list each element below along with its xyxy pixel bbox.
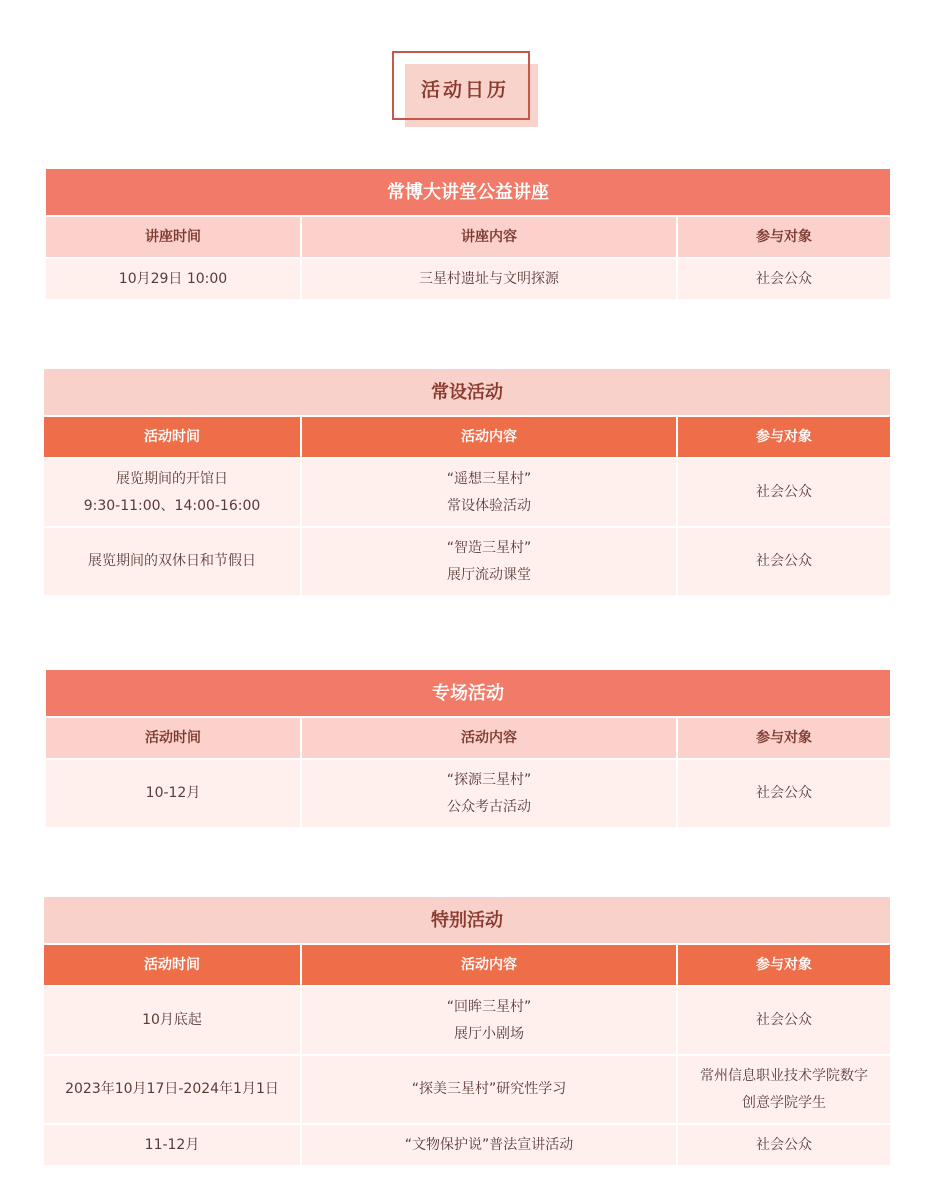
cell-content: “文物保护说”普法宣讲活动 — [301, 1124, 677, 1166]
column-header-audience: 参与对象 — [677, 216, 891, 258]
cell-content: “遥想三星村” 常设体验活动 — [301, 458, 677, 527]
section-title: 常设活动 — [43, 368, 891, 416]
cell-audience: 常州信息职业技术学院数字 创意学院学生 — [677, 1055, 891, 1124]
page-title: 活动日历 — [420, 79, 509, 101]
column-header-content: 讲座内容 — [301, 216, 677, 258]
cell-time: 展览期间的双休日和节假日 — [43, 527, 301, 596]
column-header-audience: 参与对象 — [677, 944, 891, 986]
column-header-audience: 参与对象 — [677, 416, 891, 458]
cell-content: “回眸三星村” 展厅小剧场 — [301, 986, 677, 1055]
cell-time: 10-12月 — [45, 759, 301, 828]
column-header-content: 活动内容 — [301, 944, 677, 986]
section-title: 特别活动 — [43, 896, 891, 944]
column-header-audience: 参与对象 — [677, 717, 891, 759]
cell-content: “探美三星村”研究性学习 — [301, 1055, 677, 1124]
cell-audience: 社会公众 — [677, 458, 891, 527]
cell-audience: 社会公众 — [677, 759, 891, 828]
table-row — [45, 759, 891, 828]
cell-content: “探源三星村” 公众考古活动 — [301, 759, 677, 828]
special-activity-table — [42, 895, 892, 1167]
table-row — [43, 1124, 891, 1166]
cell-time: 2023年10月17日-2024年1月1日 — [43, 1055, 301, 1124]
column-header-time: 活动时间 — [45, 717, 301, 759]
column-header-time: 讲座时间 — [45, 216, 301, 258]
column-header-content: 活动内容 — [301, 717, 677, 759]
cell-time: 展览期间的开馆日 9:30-11:00、14:00-16:00 — [43, 458, 301, 527]
table-row — [43, 986, 891, 1055]
table-row — [43, 458, 891, 527]
cell-time: 10月底起 — [43, 986, 301, 1055]
cell-audience: 社会公众 — [677, 1124, 891, 1166]
page-title-box — [392, 51, 538, 127]
cell-time: 11-12月 — [43, 1124, 301, 1166]
column-header-time: 活动时间 — [43, 944, 301, 986]
cell-audience: 社会公众 — [677, 258, 891, 300]
cell-audience: 社会公众 — [677, 986, 891, 1055]
column-header-content: 活动内容 — [301, 416, 677, 458]
cell-time: 10月29日 10:00 — [45, 258, 301, 300]
table-row — [43, 527, 891, 596]
special-session-table — [44, 668, 892, 829]
lecture-table — [44, 167, 892, 301]
permanent-activity-table — [42, 367, 892, 597]
cell-content: 三星村遗址与文明探源 — [301, 258, 677, 300]
title-frame — [392, 51, 530, 120]
table-row — [43, 1055, 891, 1124]
cell-audience: 社会公众 — [677, 527, 891, 596]
section-title: 常博大讲堂公益讲座 — [45, 168, 891, 216]
section-title: 专场活动 — [45, 669, 891, 717]
cell-content: “智造三星村” 展厅流动课堂 — [301, 527, 677, 596]
table-row — [45, 258, 891, 300]
column-header-time: 活动时间 — [43, 416, 301, 458]
